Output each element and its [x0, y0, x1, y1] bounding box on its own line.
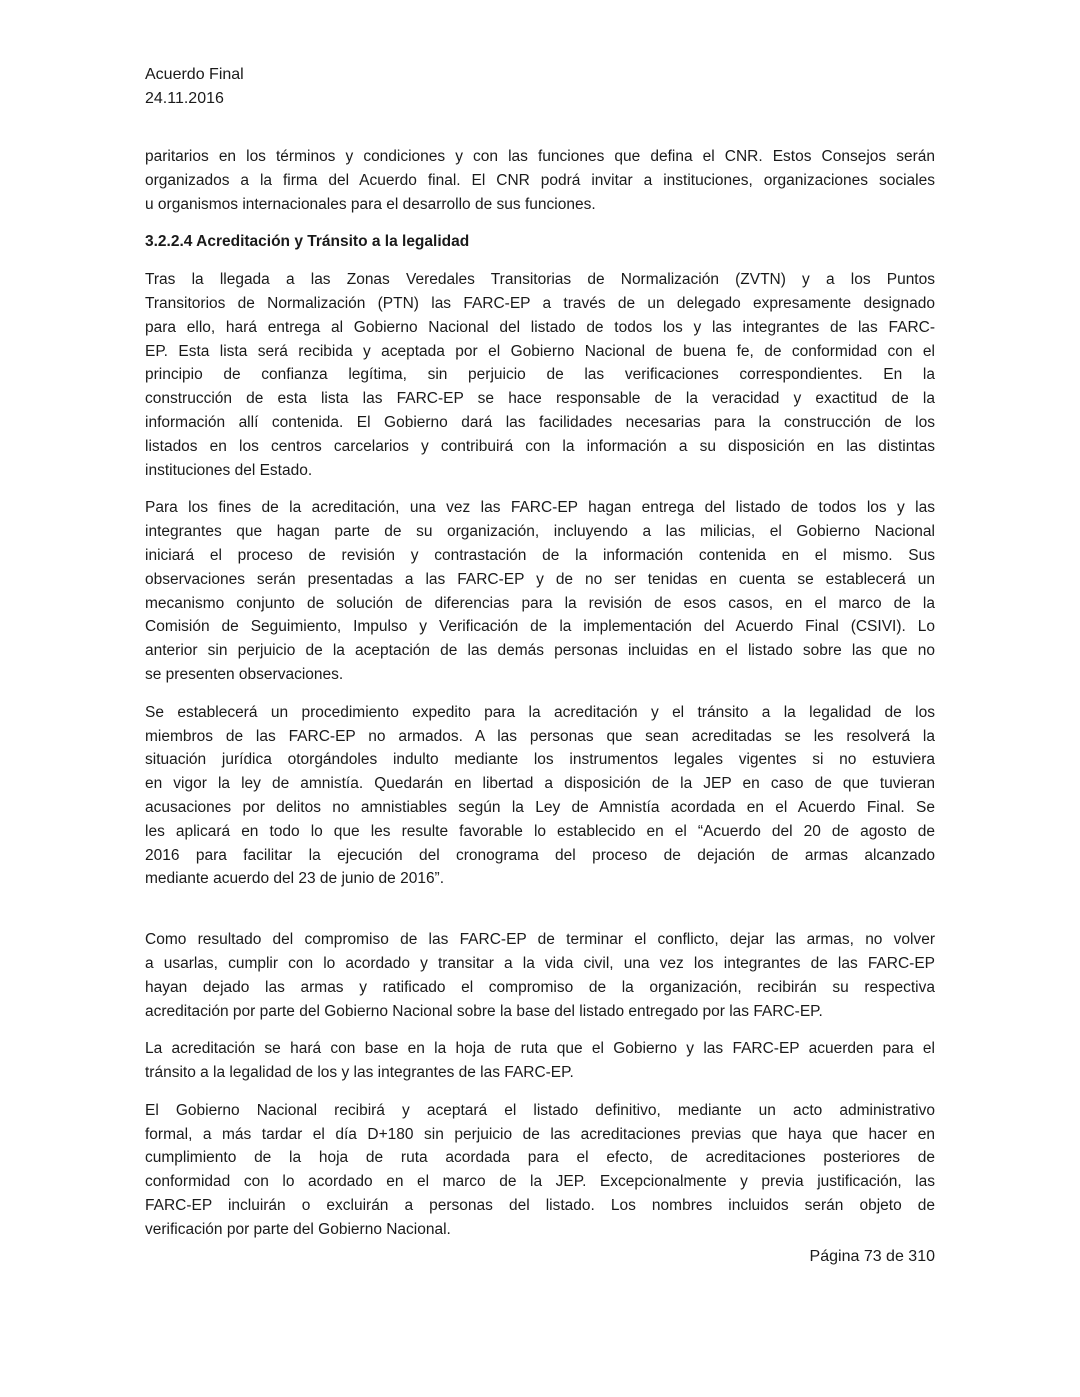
text-line: integrantes que hagan parte de su organización, incluyendo a las milicias, el Gobierno Nacional	[145, 523, 935, 541]
paragraph	[145, 145, 935, 216]
text-line: cumplimiento de la hoja de ruta acordada para el efecto, de acreditaciones posteriores de	[145, 1149, 935, 1167]
text-line: Comisión de Seguimiento, Impulso y Verificación de la implementación del Acuerdo Final (CSIVI). Lo	[145, 618, 935, 636]
text-line: El Gobierno Nacional recibirá y aceptará el listado definitivo, mediante un acto administrativo	[145, 1101, 935, 1119]
text-line: conformidad con lo acordado en el marco de la JEP. Excepcionalmente y previa justificación, las	[145, 1173, 935, 1191]
text-line: Transitorios de Normalización (PTN) las FARC-EP a través de un delegado expresamente designado	[145, 294, 935, 312]
text-line: paritarios en los términos y condiciones y con las funciones que defina el CNR. Estos Consejos serán	[145, 148, 935, 165]
text-line: organizados a la firma del Acuerdo final. El CNR podrá invitar a instituciones, organizaciones sociales	[145, 171, 935, 189]
text-line: hayan dejado las armas y ratificado el compromiso de la organización, recibirán su respectiva	[145, 978, 935, 996]
text-line: instituciones del Estado.	[145, 461, 313, 479]
text-line: principio de confianza legítima, sin perjuicio de las verificaciones correspondientes. En la	[145, 366, 935, 384]
text-line: FARC-EP incluirán o excluirán a personas del listado. Los nombres incluidos serán objeto de	[145, 1197, 935, 1215]
text-line: para ello, hará entrega al Gobierno Nacional del listado de todos los y las integrantes de las FARC-	[145, 318, 935, 336]
page-header	[145, 63, 244, 111]
text-line: acreditación por parte del Gobierno Nacional sobre la base del listado entregado por las FARC-EP.	[145, 1002, 823, 1020]
text-line: 2016 para facilitar la ejecución del cronograma del proceso de dejación de armas alcanzado	[145, 846, 935, 864]
text-line: Como resultado del compromiso de las FARC-EP de terminar el conflicto, dejar las armas, no volver	[145, 931, 935, 949]
text-line: información allí contenida. El Gobierno dará las facilidades necesarias para la construcción de los	[145, 413, 935, 431]
text-line: les aplicará en todo lo que les resulte favorable lo establecido en el “Acuerdo del 20 de agosto de	[145, 822, 935, 840]
text-line: acusaciones por delitos no amnistiables según la Ley de Amnistía acordada en el Acuerdo Final. Se	[145, 798, 935, 816]
paragraph	[145, 1099, 935, 1242]
text-line: anterior sin perjuicio de la aceptación de las demás personas incluidas en el listado sobre las que no	[145, 642, 935, 660]
section-heading: 3.2.2.4 Acreditación y Tránsito a la legalidad	[145, 233, 470, 251]
text-line: situación jurídica otorgándoles indulto mediante los instrumentos legales vigentes si no estuviera	[145, 751, 935, 769]
document-date: 24.11.2016	[145, 90, 224, 107]
text-line: Para los fines de la acreditación, una vez las FARC-EP hagan entrega del listado de todos los y las	[145, 499, 935, 517]
text-line: iniciará el proceso de revisión y contrastación de la información contenida en el mismo. Sus	[145, 546, 935, 564]
paragraph	[145, 496, 935, 686]
paragraph	[145, 268, 935, 482]
text-line: a usarlas, cumplir con lo acordado y transitar a la vida civil, una vez los integrantes de las FARC-EP	[145, 954, 935, 972]
text-line: mecanismo conjunto de solución de diferencias para la revisión de esos casos, en el marco de la	[145, 594, 935, 612]
text-line: Tras la llegada a las Zonas Veredales Transitorias de Normalización (ZVTN) y a los Puntos	[145, 271, 935, 289]
text-line: miembros de las FARC-EP no armados. A las personas que sean acreditadas se les resolverá la	[145, 727, 935, 745]
paragraph	[145, 1037, 935, 1085]
text-line: listados en los centros carcelarios y contribuirá con la información a su disposición en las distintas	[145, 437, 935, 455]
text-line: EP. Esta lista será recibida y aceptada por el Gobierno Nacional de buena fe, de conformidad con el	[145, 342, 935, 360]
text-line: La acreditación se hará con base en la hoja de ruta que el Gobierno y las FARC-EP acuerden para el	[145, 1040, 935, 1058]
text-line: construcción de esta lista las FARC-EP se hace responsable de la veracidad y exactitud de la	[145, 390, 935, 408]
page-number: Página 73 de 310	[809, 1248, 935, 1265]
text-line: Se establecerá un procedimiento expedito para la acreditación y el tránsito a la legalidad de los	[145, 703, 935, 721]
document-body	[145, 145, 935, 1256]
text-line: formal, a más tardar el día D+180 sin perjuicio de las acreditaciones previas que haya que hacer en	[145, 1125, 935, 1143]
text-line: tránsito a la legalidad de los y las integrantes de las FARC-EP.	[145, 1064, 574, 1082]
text-line: en vigor la ley de amnistía. Quedarán en libertad a disposición de la JEP en caso de que tuvieran	[145, 775, 935, 793]
text-line: mediante acuerdo del 23 de junio de 2016”.	[145, 870, 445, 888]
paragraph	[145, 928, 935, 1023]
text-line: u organismos internacionales para el desarrollo de sus funciones.	[145, 195, 596, 213]
text-line: verificación por parte del Gobierno Nacional.	[145, 1220, 451, 1238]
paragraph	[145, 701, 935, 891]
text-line: se presenten observaciones.	[145, 665, 344, 683]
document-title: Acuerdo Final	[145, 66, 244, 83]
text-line: observaciones serán presentadas a las FARC-EP y de no ser tenidas en cuenta se establecerá un	[145, 570, 935, 588]
